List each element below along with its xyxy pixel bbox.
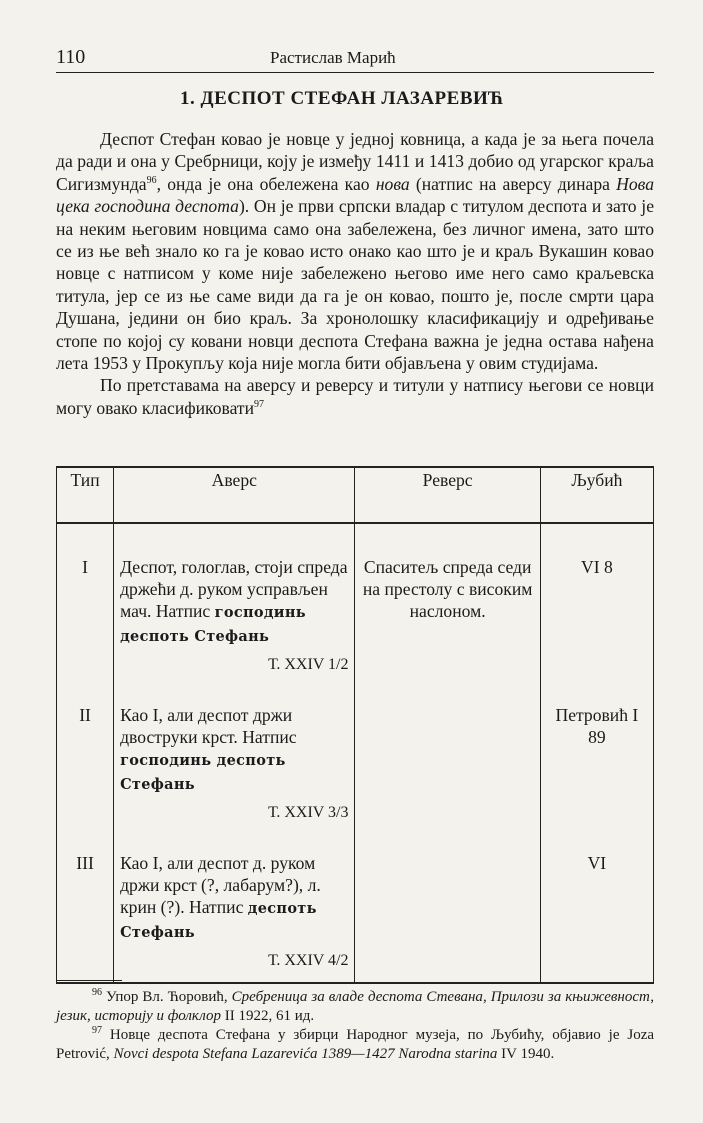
footnote-divider xyxy=(56,980,122,981)
footnote-italic: Novci despota Stefana Lazarevića 1389—1427 Narodna starina xyxy=(113,1046,498,1062)
paragraph-1-text-f: ). Он је први српски владар с титулом деспота и зато је на неким његовим новцима само она забележена, без личног имена, зато што се из ње већ знало ко га је ковао исто онако као што је и краљ Вукашин ковао новце с натписом у коме није забележено његово име него само краљевска титула, јер се из ње саме види да га је он ковао, пошто је, после смрти цара Душана, једини он био краљ. За хронолошку класификацију и одређивање стопе по којој су ковани новци деспота Стефана важна је једна остава нађена лета 1953 у Прокупљу која није могла бити објављена у овим студијама. xyxy=(56,196,654,374)
header-revers: Реверс xyxy=(355,467,540,523)
cell-ljubic: VI 8 xyxy=(540,523,653,684)
footnote-text: , xyxy=(482,989,491,1005)
cell-revers: Спаситељ спреда седи на престолу с високим наслоном. xyxy=(355,523,540,684)
footnote-italic: Сребреница за владе деспота Стевана xyxy=(231,989,483,1005)
plate-reference: Т. XXIV 4/2 xyxy=(268,952,349,969)
paragraph-1-text-b: , онда је она обележена као xyxy=(156,173,376,194)
section-title: 1. ДЕСПОТ СТЕФАН ЛАЗАРЕВИЋ xyxy=(180,88,504,109)
footnote-96 xyxy=(56,988,654,1026)
page-number: 110 xyxy=(56,46,86,68)
paragraph-1-text-a: Деспот Стефан ковао је новце у једној ковница, а када је за њега почела да ради и она у Сребрници, коју је између 1411 и 1413 добио од угарског краља Сигизмунда xyxy=(56,129,654,194)
plate-reference: Т. XXIV 1/2 xyxy=(268,656,349,673)
running-title: Растислав Марић xyxy=(270,48,396,67)
paragraph-1-italic-nova: нова xyxy=(375,173,410,194)
footnote-text: Упор Вл. Ћоровић, xyxy=(106,989,232,1005)
cell-avers xyxy=(114,832,355,983)
cell-avers xyxy=(114,684,355,832)
paragraph-1-italic-inscription: Нова цека господина деспота xyxy=(56,173,654,217)
footnote-italic: Прилози за књижевност, језик, историју и фолклор xyxy=(56,989,654,1024)
footnote-number: 97 xyxy=(92,1025,102,1036)
avers-description: Као I, али деспот држи двоструки крст. Натпис xyxy=(120,705,297,747)
footnote-text: IV 1940. xyxy=(497,1046,555,1062)
body-text xyxy=(56,128,654,419)
cell-revers xyxy=(355,684,540,832)
table-row xyxy=(57,684,654,832)
footnote-ref-96: 96 xyxy=(146,174,157,186)
cell-type: III xyxy=(57,832,114,983)
table-row xyxy=(57,832,654,983)
footnotes xyxy=(56,988,654,1064)
table-header-row xyxy=(57,467,654,523)
cell-revers xyxy=(355,832,540,983)
avers-description: Деспот, гологлав, стоји спреда држећи д. руком усправљен мач. Натпис xyxy=(120,557,348,621)
avers-description: Као I, али деспот д. руком држи крст (?, лабарум?), л. крин (?). Натпис xyxy=(120,853,321,917)
header-type: Тип xyxy=(57,467,114,523)
header-ljubic: Љубић xyxy=(540,467,653,523)
paragraph-1-text-d: (натпис на аверсу динара xyxy=(409,173,617,194)
plate-reference: Т. XXIV 3/3 xyxy=(268,804,349,821)
cell-type: II xyxy=(57,684,114,832)
cell-ljubic: Петровић I 89 xyxy=(540,684,653,832)
footnote-text: Новце деспота Стефана у збирци Народног музеја, по Љубићу, објавио је Joza Petrović, xyxy=(56,1027,655,1062)
paragraph-1 xyxy=(56,128,654,374)
paragraph-2 xyxy=(56,374,654,419)
cell-ljubic: VI xyxy=(540,832,653,983)
cell-type: I xyxy=(57,523,114,684)
footnote-text: II 1922, 61 ид. xyxy=(220,1008,315,1024)
footnote-97 xyxy=(56,1026,654,1064)
paragraph-2-text: По претставама на аверсу и реверсу и титули у натпису његови се новци могу овако класификовати xyxy=(56,375,654,418)
cell-avers xyxy=(114,523,355,684)
footnote-ref-97: 97 xyxy=(254,399,265,411)
avers-inscription: деспоть Стефань xyxy=(120,900,317,941)
classification-table xyxy=(56,466,654,984)
table-row xyxy=(57,523,654,684)
header-avers: Аверс xyxy=(114,467,355,523)
footnote-number: 96 xyxy=(92,987,102,998)
avers-inscription: господинь деспоть Стефань xyxy=(120,752,286,793)
page-header xyxy=(56,46,654,73)
avers-inscription: господинь деспоть Стефань xyxy=(120,604,306,645)
